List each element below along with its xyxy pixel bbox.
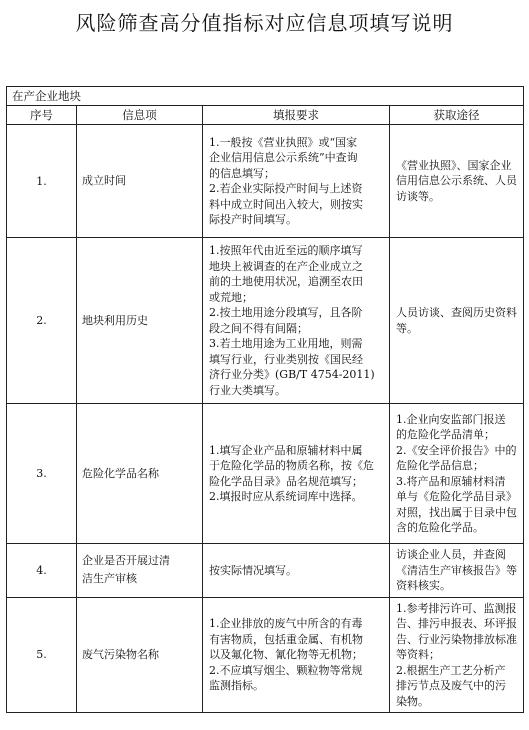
text-line: 告、行业污染物排放标准 <box>396 632 517 646</box>
text-line: 等资料； <box>396 648 440 661</box>
table-row <box>7 597 524 713</box>
text-line: 1.企业向安监部门报送 <box>396 412 506 426</box>
header-requirements: 填报要求 <box>203 106 390 125</box>
row-requirements <box>203 125 390 238</box>
text-line: 1.参考排污许可、监测报 <box>396 601 517 615</box>
text-line: 访谈等。 <box>396 189 440 203</box>
row-source <box>390 597 524 713</box>
text-line: 危险化学品信息； <box>396 459 484 472</box>
row-seq: 5. <box>7 597 77 713</box>
row-requirements <box>203 238 390 404</box>
text-line: 访谈企业人员，并查阅 <box>396 548 506 561</box>
row-requirements <box>203 544 390 598</box>
text-line: 际投产时间填写。 <box>209 213 297 226</box>
text-line: 1.按照年代由近至远的顺序填写 <box>209 244 363 257</box>
text-line: 染物。 <box>396 694 429 708</box>
text-line: 企业是否开展过清 <box>82 554 170 568</box>
text-line: 1.一般按《营业执照》或“国家 <box>209 135 358 149</box>
text-line: 2.按土地用途分段填写，且各阶 <box>209 306 363 319</box>
row-requirements <box>203 597 390 713</box>
text-line: 含的危险化学品。 <box>396 521 484 534</box>
text-line: 3.将产品和原辅材料清 <box>396 474 506 488</box>
text-line: 1.填写企业产品和原辅材料中属 <box>209 443 363 457</box>
text-line: 危险化学品名称 <box>82 466 159 480</box>
text-line: 废气污染物名称 <box>82 647 159 661</box>
text-line: 段之间不得有间隔； <box>209 321 308 335</box>
text-line: 前的土地使用状况，追溯至农田 <box>209 275 363 288</box>
text-line: 按实际情况填写。 <box>209 563 297 577</box>
row-item <box>77 125 203 238</box>
table-row <box>7 544 524 598</box>
row-seq: 1. <box>7 125 77 238</box>
text-line: 地块利用历史 <box>82 313 148 327</box>
text-line: 信用信息公示系统、人员 <box>396 174 517 188</box>
row-source <box>390 238 524 404</box>
section-row <box>7 87 524 106</box>
text-line: 对照，找出属于目录中包 <box>396 505 517 519</box>
text-line: 2.不应填写烟尘、颗粒物等常规 <box>209 663 363 677</box>
text-line: 《清洁生产审核报告》等 <box>396 563 517 577</box>
table-row <box>7 238 524 404</box>
row-seq: 3. <box>7 404 77 544</box>
text-line: 于危险化学品的物质名称，按《危 <box>209 459 374 472</box>
text-line: 2.填报时应从系统词库中选择。 <box>209 490 363 503</box>
row-requirements <box>203 404 390 544</box>
text-line: 洁生产审核 <box>82 572 137 586</box>
text-line: 3.若土地用途为工业用地，则需 <box>209 337 363 350</box>
header-seq: 序号 <box>7 106 77 125</box>
text-line: 地块上被调查的在产企业成立之 <box>209 259 363 273</box>
text-line: 人员访谈、查阅历史资料 <box>396 306 517 319</box>
text-line: 行业大类填写。 <box>209 383 286 397</box>
section-title: 在产企业地块 <box>7 87 524 106</box>
text-line: 料中成立时间出入较大，则按实 <box>209 197 363 211</box>
page-title: 风险筛查高分值指标对应信息项填写说明 <box>75 11 454 35</box>
text-line: 成立时间 <box>82 174 126 187</box>
table-row <box>7 404 524 544</box>
text-line: 的信息填写； <box>209 166 275 180</box>
text-line: 以及氟化物、氰化物等无机物； <box>209 648 363 661</box>
text-line: 企业信用信息公示系统”中查询 <box>209 151 358 164</box>
text-line: 有害物质，包括重金属、有机物 <box>209 632 363 646</box>
text-line: 险化学品目录》品名规范填写； <box>209 474 363 488</box>
header-row <box>7 106 524 125</box>
info-table <box>6 86 524 713</box>
text-line: 或荒地； <box>209 290 253 304</box>
row-item <box>77 404 203 544</box>
text-line: 等。 <box>396 321 418 335</box>
text-line: 填写行业，行业类别按《国民经 <box>209 352 363 366</box>
text-line: 2.《安全评价报告》中的 <box>396 443 517 457</box>
header-source: 获取途径 <box>390 106 524 125</box>
text-line: 的危险化学品清单； <box>396 428 495 441</box>
text-line: 资料核实。 <box>396 579 451 592</box>
text-line: 告、排污申报表、环评报 <box>396 617 517 630</box>
text-line: 2.若企业实际投产时间与上述资 <box>209 182 363 195</box>
text-line: 排污节点及废气中的污 <box>396 679 506 692</box>
row-source <box>390 404 524 544</box>
row-seq: 4. <box>7 544 77 598</box>
text-line: 单与《危险化学品目录》 <box>396 490 517 503</box>
row-item <box>77 238 203 404</box>
row-seq: 2. <box>7 238 77 404</box>
row-item <box>77 597 203 713</box>
row-source <box>390 125 524 238</box>
row-item <box>77 544 203 598</box>
text-line: 济行业分类》(GB/T 4754-2011) <box>209 368 375 381</box>
table-row <box>7 125 524 238</box>
text-line: 1.企业排放的废气中所含的有毒 <box>209 617 363 630</box>
text-line: 2.根据生产工艺分析产 <box>396 663 506 677</box>
header-item: 信息项 <box>77 106 203 125</box>
text-line: 《营业执照》、国家企业 <box>396 158 512 172</box>
row-source <box>390 544 524 598</box>
text-line: 监测指标。 <box>209 679 264 692</box>
